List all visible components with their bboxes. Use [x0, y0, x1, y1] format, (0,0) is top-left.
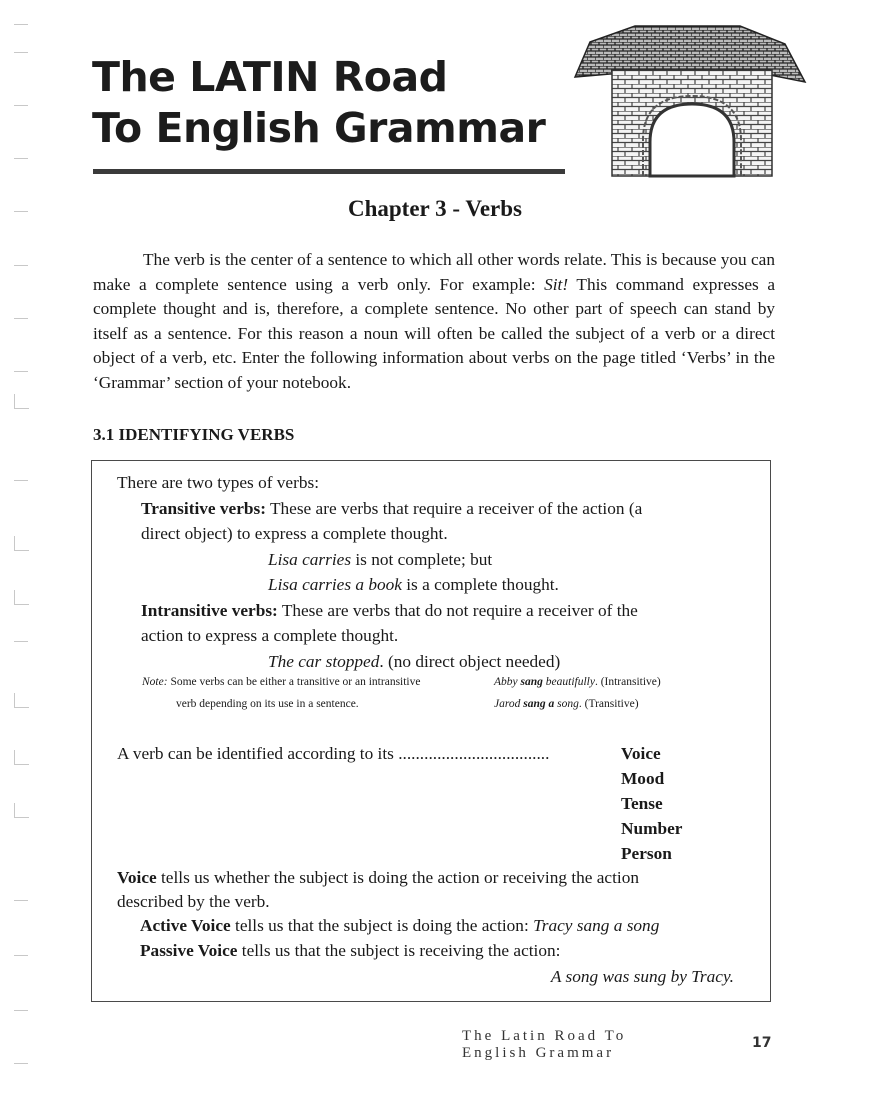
note-ex-verb: sang a — [523, 698, 555, 710]
note-example-1 — [494, 676, 661, 688]
title-rule — [93, 169, 565, 174]
binder-mark — [14, 394, 29, 409]
example-italic: Lisa carries — [268, 550, 352, 569]
example-rest: is not complete; but — [351, 550, 493, 569]
footer-book-title — [462, 1028, 672, 1061]
transitive-example-2 — [268, 575, 559, 595]
intransitive-label: Intransitive verbs: — [141, 601, 278, 620]
active-voice-label: Active Voice — [140, 916, 231, 935]
binder-mark — [14, 265, 28, 266]
binder-mark — [14, 52, 28, 53]
types-intro: There are two types of verbs: — [117, 473, 320, 492]
binder-mark — [14, 480, 28, 481]
property-tense: Tense — [621, 794, 663, 813]
footer-book-title-text: The Latin Road To English Grammar — [462, 1028, 627, 1061]
binder-mark — [14, 105, 28, 106]
active-voice-line — [140, 916, 659, 936]
binder-mark — [14, 693, 29, 708]
binder-mark — [14, 590, 29, 605]
binder-mark — [14, 158, 28, 159]
binder-mark — [14, 1010, 28, 1011]
example-rest: . (no direct object needed) — [379, 652, 561, 671]
section-heading: 3.1 IDENTIFYING VERBS — [93, 425, 295, 444]
voice-text-1: tells us whether the subject is doing the action or receiving the action — [156, 868, 639, 887]
note-ex-subject: Abby — [494, 676, 521, 688]
intransitive-example — [268, 652, 560, 672]
verbs-info-box — [91, 460, 771, 1002]
note-label: Note: — [142, 676, 168, 688]
book-title-line-1: The LATIN Road — [92, 53, 448, 101]
note-ex-verb: sang — [520, 676, 543, 688]
note-ex-tag: . (Transitive) — [578, 698, 639, 710]
property-mood: Mood — [621, 769, 665, 788]
note-ex-object: song — [554, 698, 579, 710]
binder-mark — [14, 900, 28, 901]
property-person: Person — [621, 844, 672, 863]
note-text-1: Some verbs can be either a transitive or an intransitive — [167, 676, 421, 688]
book-title-line-2: To English Grammar — [92, 104, 546, 152]
intro-paragraph — [93, 248, 775, 396]
intransitive-line-2: action to express a complete thought. — [141, 626, 399, 645]
passive-voice-line — [140, 941, 560, 961]
voice-label: Voice — [117, 868, 157, 887]
binder-mark — [14, 803, 29, 818]
page-number: 17 — [752, 1035, 772, 1051]
note-ex-tag: . (Intransitive) — [594, 676, 661, 688]
intro-text-2: This command expresses a complete thought and is, therefore, a complete sentence. No other part of speech can stand by itself as a sentence. For this reason a noun will often be called the subject of a verb or a direct object of a verb, etc. Enter the following information about verbs on the page titled ‘Verbs’ in the ‘Grammar’ section of your notebook. — [93, 274, 775, 392]
voice-line-2: described by the verb. — [117, 892, 270, 911]
binder-mark — [14, 318, 28, 319]
binder-mark — [14, 536, 29, 551]
binder-mark — [14, 750, 29, 765]
example-rest: is a complete thought. — [401, 575, 559, 594]
identify-text: A verb can be identified according to its ................................... — [117, 744, 550, 763]
active-voice-text: tells us that the subject is doing the action: — [230, 916, 534, 935]
active-voice-example: Tracy sang a song — [533, 916, 660, 935]
passive-voice-text: tells us that the subject is receiving the action: — [237, 941, 561, 960]
note-example-2 — [494, 698, 639, 710]
intransitive-text-1: These are verbs that do not require a receiver of the — [277, 601, 638, 620]
example-italic: The car stopped — [268, 652, 380, 671]
binder-mark — [14, 955, 28, 956]
binder-mark — [14, 371, 28, 372]
transitive-label: Transitive verbs: — [141, 499, 266, 518]
property-voice: Voice — [621, 744, 661, 763]
transitive-line-2: direct object) to express a complete thought. — [141, 524, 448, 543]
example-italic: Lisa carries a book — [268, 575, 402, 594]
intro-text-1: The verb is the center of a sentence to which all other words relate. This is because you can make a complete sentence using a verb only. For example: — [93, 250, 775, 294]
stone-arch-illustration — [555, 12, 820, 177]
book-title — [92, 52, 545, 154]
intro-example: Sit! — [544, 274, 569, 294]
binder-mark — [14, 1063, 28, 1064]
transitive-text-1: These are verbs that require a receiver of the action (a — [265, 499, 643, 518]
note-line-2: verb depending on its use in a sentence. — [176, 698, 359, 710]
note-ex-subject: Jarod — [494, 698, 524, 710]
passive-voice-example: A song was sung by Tracy. — [550, 967, 734, 986]
binder-mark — [14, 641, 28, 642]
intransitive-line-1 — [141, 601, 638, 621]
voice-line-1 — [117, 868, 639, 888]
chapter-title: Chapter 3 - Verbs — [347, 196, 522, 221]
binder-mark — [14, 24, 28, 25]
transitive-example-1 — [268, 550, 492, 570]
passive-voice-label: Passive Voice — [140, 941, 238, 960]
note-line-1 — [142, 676, 420, 688]
property-number: Number — [621, 819, 683, 838]
note-ex-object: beautifully — [542, 676, 595, 688]
transitive-line-1 — [141, 499, 642, 519]
